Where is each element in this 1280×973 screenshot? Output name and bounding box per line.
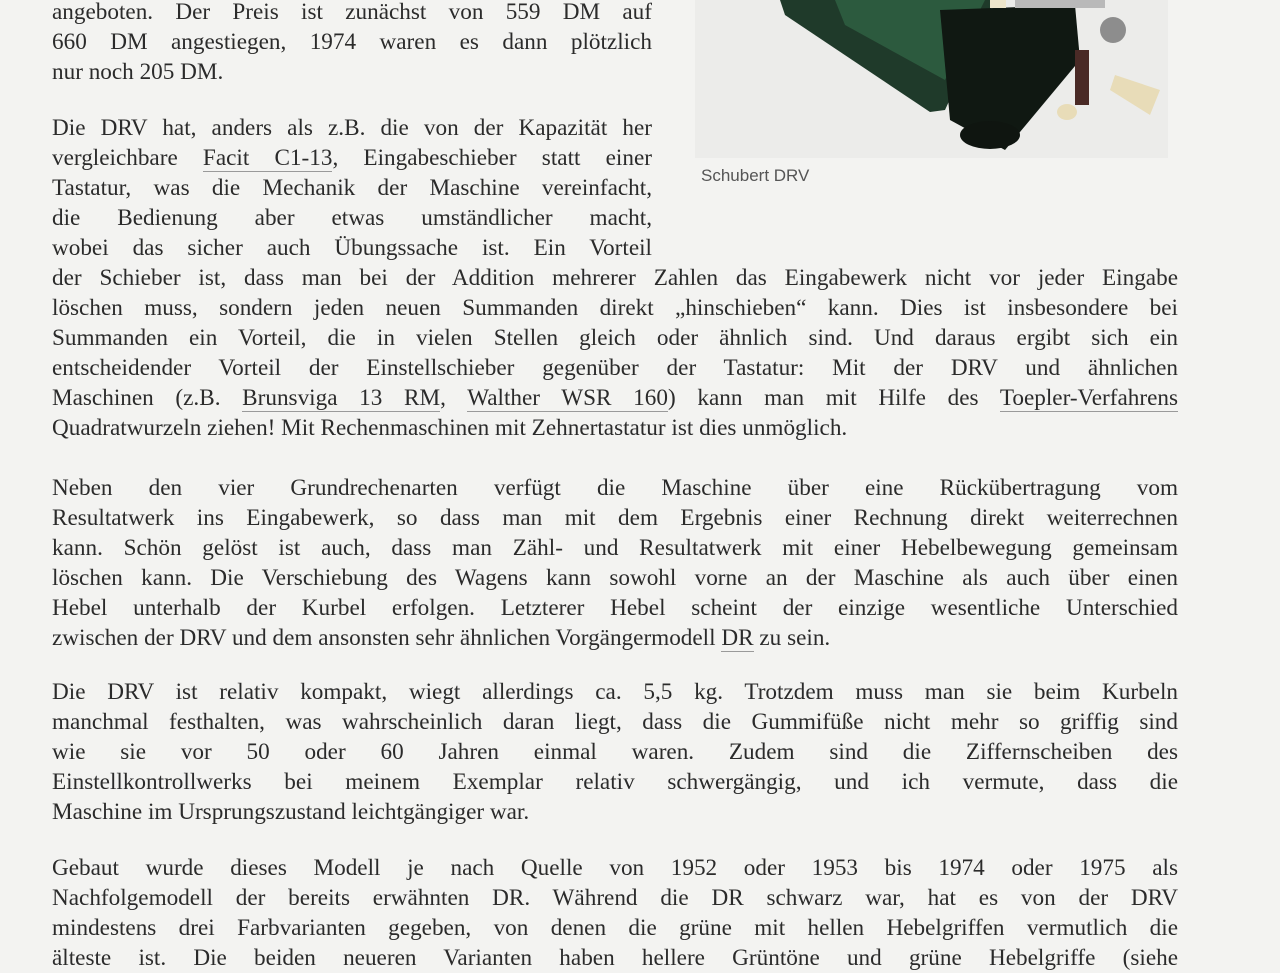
text-segment: die Bedienung aber etwas umständlicher macht, [52,205,652,231]
text-segment: Tastatur, was die Mechanik der Maschine vereinfacht, [52,175,652,201]
text-segment: Maschine im Ursprungszustand leichtgängiger war. [52,799,530,825]
text-line [52,383,1178,413]
text-line [52,293,1178,323]
text-segment: mindestens drei Farbvarianten gegeben, von denen die grüne mit hellen Hebelgriffen vermutlich die [52,915,1178,941]
text-segment: entscheidender Vorteil der Einstellschieber gegenüber der Tastatur: Mit der DRV und ähnlichen [52,355,1178,381]
text-line [52,883,1178,913]
text-segment: Hebel unterhalb der Kurbel erfolgen. Letzterer Hebel scheint der einzige wesentliche Unterschied [52,595,1178,621]
text-segment: zu sein. [753,625,831,651]
text-segment: kann. Schön gelöst ist auch, dass man Zähl- und Resultatwerk mit einer Hebelbewegung gemeinsam [52,535,1178,561]
text-line [52,413,1178,443]
text-segment: der Schieber ist, dass man bei der Addition mehrerer Zahlen das Eingabewerk nicht vor jeder Eingabe [52,265,1178,291]
schubert-drv-photo [695,0,1168,158]
text-line [52,593,1178,623]
text-segment: Die DRV hat, anders als z.B. die von der Kapazität her [52,115,652,141]
model-link[interactable]: Toepler-Verfahrens [999,385,1178,411]
text-line [52,853,1178,883]
text-line [52,113,652,143]
text-line [52,353,1178,383]
text-segment: Maschinen (z.B. [52,385,243,411]
text-segment: wie sie vor 50 oder 60 Jahren einmal waren. Zudem sind die Ziffernscheiben des [52,739,1178,765]
text-line [52,533,1178,563]
text-segment: Neben den vier Grundrechenarten verfügt die Maschine über eine Rückübertragung vom [52,475,1178,501]
model-link[interactable]: DR [721,625,754,651]
text-segment: angeboten. Der Preis ist zunächst von 559 DM auf [52,0,652,25]
text-line [52,57,652,87]
model-link[interactable]: Walther WSR 160 [467,385,668,411]
figure-caption: Schubert DRV [701,166,810,185]
text-segment: Die DRV ist relativ kompakt, wiegt allerdings ca. 5,5 kg. Trotzdem muss man sie beim Kurbeln [52,679,1178,705]
text-segment: wobei das sicher auch Übungssache ist. Ein Vorteil [52,235,652,261]
text-segment: Gebaut wurde dieses Modell je nach Quelle von 1952 oder 1953 bis 1974 oder 1975 als [52,855,1178,881]
text-segment: löschen kann. Die Verschiebung des Wagens kann sowohl vorne an der Maschine als auch über einen [52,565,1178,591]
text-line [52,767,1178,797]
text-line [52,233,652,263]
text-segment: Summanden ein Vorteil, die in vielen Stellen gleich oder ähnlich sind. Und daraus ergibt sich ein [52,325,1178,351]
text-line [52,677,1178,707]
text-segment: vergleichbare [52,145,203,171]
text-line [52,263,1178,293]
text-line [52,503,1178,533]
text-segment: manchmal festhalten, was wahrscheinlich daran liegt, dass die Gummifüße nicht mehr so griffig sind [52,709,1178,735]
model-link[interactable]: Facit C1-13 [202,145,333,171]
text-line [52,323,1178,353]
text-line [52,203,652,233]
text-segment: löschen muss, sondern jeden neuen Summanden direkt „hinschieben“ kann. Dies ist insbesondere bei [52,295,1178,321]
text-segment: Quadratwurzeln ziehen! Mit Rechenmaschinen mit Zehnertastatur ist dies unmöglich. [52,415,848,441]
text-line [52,913,1178,943]
text-line [52,707,1178,737]
text-segment: , Eingabeschieber statt einer [332,145,652,171]
text-line [52,473,1178,503]
text-line [52,737,1178,767]
text-segment: ) kann man mit Hilfe des [667,385,1000,411]
text-line [52,0,652,27]
text-line [52,623,1178,653]
model-link[interactable]: Brunsviga 13 RM [242,385,441,411]
text-segment: zwischen der DRV und dem ansonsten sehr ähnlichen Vorgängermodell [52,625,722,651]
text-line [52,173,652,203]
text-line [52,563,1178,593]
text-line [52,797,1178,827]
text-line [52,27,652,57]
text-segment: Resultatwerk ins Eingabewerk, so dass man mit dem Ergebnis einer Rechnung direkt weiterrechnen [52,505,1178,531]
text-line [52,143,652,173]
text-segment: 660 DM angestiegen, 1974 waren es dann plötzlich [52,29,652,55]
text-segment: älteste ist. Die beiden neueren Varianten haben hellere Grüntöne und grüne Hebelgriffe (siehe [52,945,1178,971]
text-segment: , [440,385,468,411]
text-line [52,943,1178,973]
text-segment: Nachfolgemodell der bereits erwähnten DR. Während die DR schwarz war, hat es von der DRV [52,885,1178,911]
text-segment: Einstellkontrollwerks bei meinem Exemplar relativ schwergängig, und ich vermute, dass die [52,769,1178,795]
text-segment: nur noch 205 DM. [52,59,224,85]
